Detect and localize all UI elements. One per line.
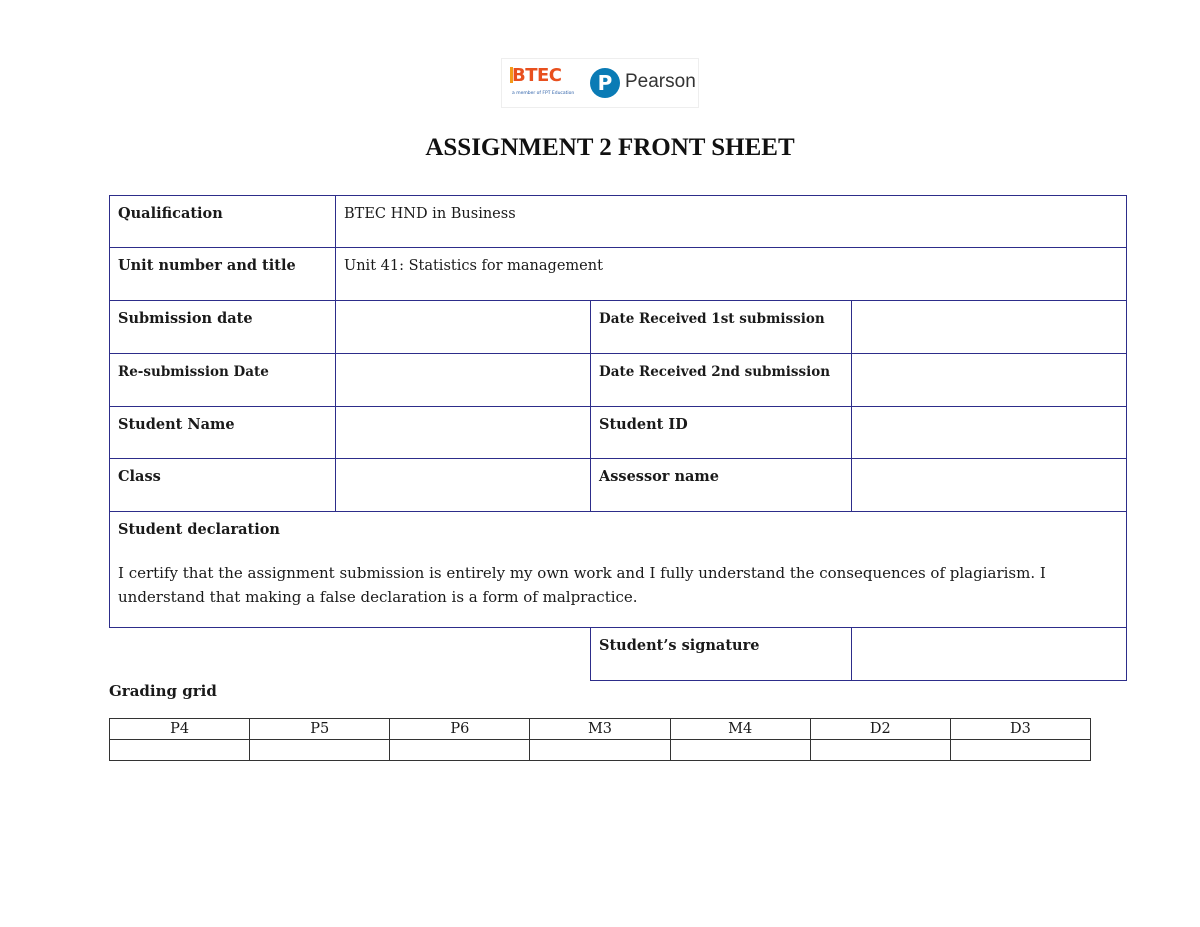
student-id-field[interactable] <box>851 406 1127 459</box>
submission-date-label: Submission date <box>118 310 253 327</box>
declaration-text: I certify that the assignment submission is entirely my own work and I fully understand the consequences of plagiarism. I understand that making a false declaration is a form of malpractice. <box>118 564 1046 606</box>
btec-logo: BTEC <box>512 65 562 86</box>
resubmission-date-label-cell <box>109 353 336 407</box>
student-name-label: Student Name <box>118 416 235 433</box>
grade-cell-m3[interactable] <box>530 740 670 761</box>
btec-tagline: a member of FPT Education <box>512 91 575 96</box>
signature-field[interactable] <box>851 627 1127 681</box>
grading-grid-heading: Grading grid <box>109 682 217 700</box>
date-received-2-label: Date Received 2nd submission <box>599 364 831 380</box>
assessor-field[interactable] <box>851 458 1127 512</box>
class-field[interactable] <box>335 458 591 512</box>
class-label-cell <box>109 458 336 512</box>
unit-label-cell <box>109 247 336 301</box>
grade-header-d3: D3 <box>950 719 1090 740</box>
grade-cell-p5[interactable] <box>250 740 390 761</box>
grade-cell-d3[interactable] <box>950 740 1090 761</box>
assessor-label: Assessor name <box>599 468 719 485</box>
submission-date-field[interactable] <box>335 300 591 354</box>
grade-header-m4: M4 <box>670 719 810 740</box>
qualification-label: Qualification <box>118 205 223 222</box>
resubmission-date-label: Re-submission Date <box>118 364 269 380</box>
student-id-label-cell <box>590 406 852 459</box>
assessor-label-cell <box>590 458 852 512</box>
date-received-1-label: Date Received 1st submission <box>599 311 825 327</box>
grade-header-p5: P5 <box>250 719 390 740</box>
date-received-2-field[interactable] <box>851 353 1127 407</box>
date-received-2-label-cell <box>590 353 852 407</box>
resubmission-date-field[interactable] <box>335 353 591 407</box>
unit-value: Unit 41: Statistics for management <box>344 258 603 274</box>
student-id-label: Student ID <box>599 416 688 433</box>
grade-cell-p6[interactable] <box>390 740 530 761</box>
student-name-field[interactable] <box>335 406 591 459</box>
unit-value-cell[interactable] <box>335 247 1127 301</box>
declaration-cell <box>109 511 1127 628</box>
date-received-1-label-cell <box>590 300 852 354</box>
page-title: ASSIGNMENT 2 FRONT SHEET <box>425 134 795 161</box>
grade-header-m3: M3 <box>530 719 670 740</box>
grade-header-p6: P6 <box>390 719 530 740</box>
grading-header-row <box>110 719 1091 740</box>
grading-value-row <box>110 740 1091 761</box>
grade-cell-m4[interactable] <box>670 740 810 761</box>
class-label: Class <box>118 468 161 485</box>
pearson-mark-icon: P <box>590 68 620 98</box>
submission-date-label-cell <box>109 300 336 354</box>
signature-label-cell <box>590 627 852 681</box>
grade-cell-d2[interactable] <box>810 740 950 761</box>
student-name-label-cell <box>109 406 336 459</box>
grade-header-p4: P4 <box>110 719 250 740</box>
qualification-label-cell <box>109 195 336 248</box>
pearson-logo: Pearson <box>625 71 696 92</box>
qualification-value-cell[interactable] <box>335 195 1127 248</box>
qualification-value: BTEC HND in Business <box>344 206 516 222</box>
grading-grid <box>109 718 1091 761</box>
unit-label: Unit number and title <box>118 257 296 274</box>
logo-banner <box>501 58 699 108</box>
date-received-1-field[interactable] <box>851 300 1127 354</box>
grade-header-d2: D2 <box>810 719 950 740</box>
declaration-label: Student declaration <box>118 521 280 538</box>
grade-cell-p4[interactable] <box>110 740 250 761</box>
signature-label: Student’s signature <box>599 637 760 654</box>
